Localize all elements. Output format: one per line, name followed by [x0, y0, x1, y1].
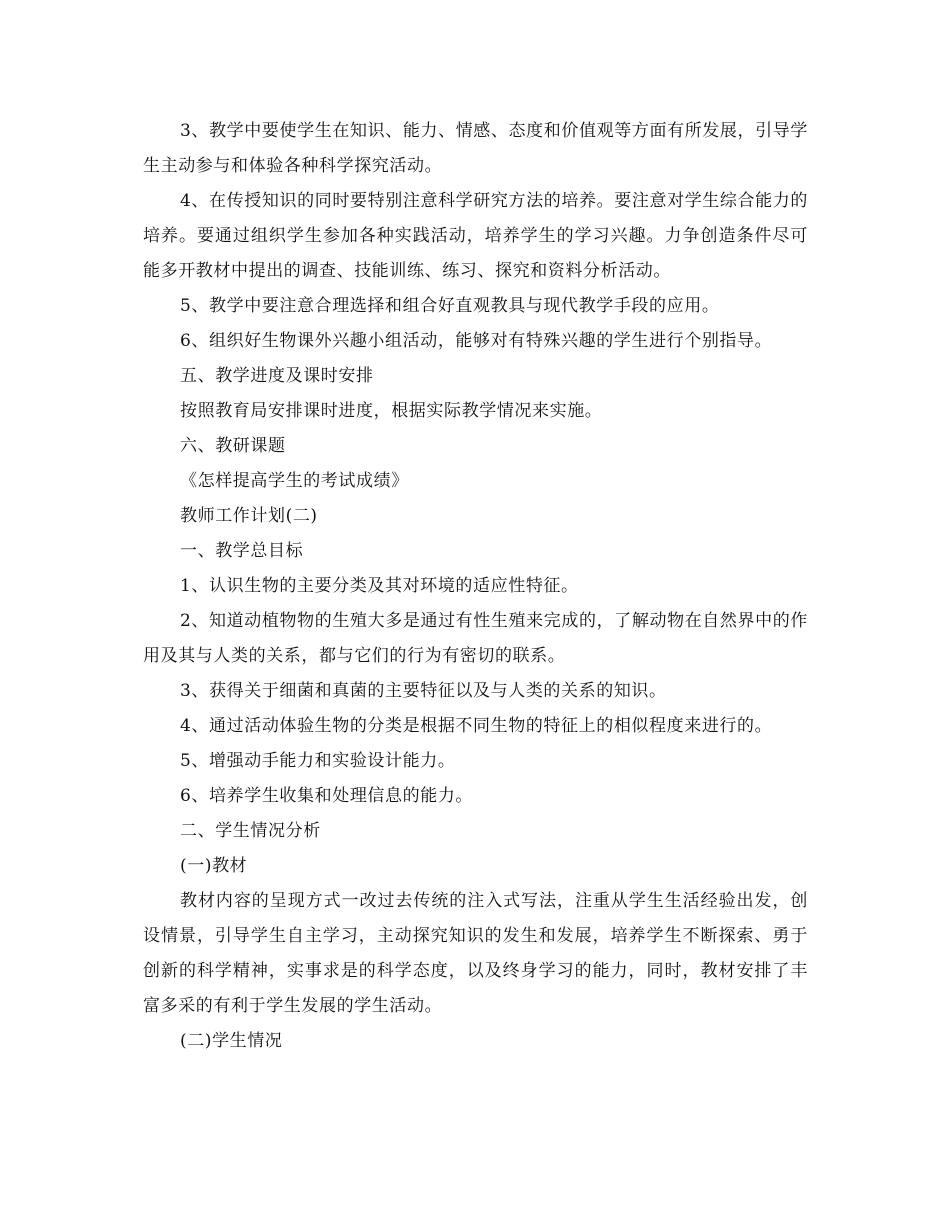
paragraph-textbook: 教材内容的呈现方式一改过去传统的注入式写法，注重从学生生活经验出发，创设情景，引导学生自主学习，主动探究知识的发生和发展，培养学生不断探索、勇于创新的科学精神，实事求是的科学态度，以及终身学习的能力，同时，教材安排了丰富多采的有利于学生发展的学生活动。 [143, 891, 808, 1016]
paragraph-item-3: 3、教学中要使学生在知识、能力、情感、态度和价值观等方面有所发展，引导学生主动参与和体验各种科学探究活动。 [143, 121, 808, 176]
goal-item-5: 5、增强动手能力和实验设计能力。 [180, 751, 456, 771]
section-heading-research: 六、教研课题 [180, 436, 286, 456]
paragraph-item-4: 4、在传授知识的同时要特别注意科学研究方法的培养。要注意对学生综合能力的培养。要通过组织学生参加各种实践活动，培养学生的学习兴趣。力争创造条件尽可能多开教材中提出的调查、技能训练、练习、探究和资料分析活动。 [143, 191, 808, 281]
paragraph-item-5: 5、教学中要注意合理选择和组合好直观教具与现代教学手段的应用。 [180, 296, 720, 316]
research-topic: 《怎样提高学生的考试成绩》 [180, 471, 409, 491]
section-heading-schedule: 五、教学进度及课时安排 [180, 366, 374, 386]
goal-item-6: 6、培养学生收集和处理信息的能力。 [180, 786, 474, 806]
paragraph-item-6: 6、组织好生物课外兴趣小组活动，能够对有特殊兴趣的学生进行个别指导。 [180, 331, 773, 351]
goal-item-3: 3、获得关于细菌和真菌的主要特征以及与人类的关系的知识。 [180, 681, 667, 701]
document-subtitle: 教师工作计划(二) [180, 506, 318, 526]
goal-item-1: 1、认识生物的主要分类及其对环境的适应性特征。 [180, 576, 579, 596]
section-heading-analysis: 二、学生情况分析 [180, 821, 321, 841]
paragraph-schedule: 按照教育局安排课时进度，根据实际教学情况来实施。 [180, 401, 603, 421]
subheading-textbook: (一)教材 [180, 856, 248, 876]
goal-item-2: 2、知道动植物物的生殖大多是通过有性生殖来完成的，了解动物在自然界中的作用及其与人类的关系，都与它们的行为有密切的联系。 [143, 611, 808, 666]
goal-item-4: 4、通过活动体验生物的分类是根据不同生物的特征上的相似程度来进行的。 [180, 716, 773, 736]
subheading-students: (二)学生情况 [180, 1031, 283, 1051]
document-body [143, 114, 808, 1059]
section-heading-goals: 一、教学总目标 [180, 541, 304, 561]
